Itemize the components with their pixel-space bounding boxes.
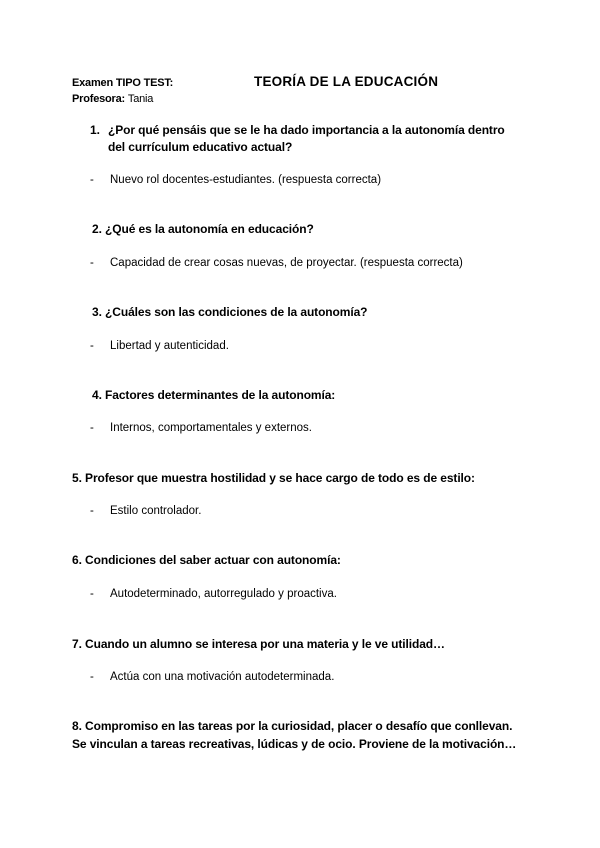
question-1 <box>90 122 505 139</box>
answer-6-bullet: - <box>90 588 94 600</box>
question-8-line1: 8. Compromiso en las tareas por la curiosidad, placer o desafío que conllevan. <box>72 719 513 733</box>
question-8-line2: Se vinculan a tareas recreativas, lúdicas y de ocio. Proviene de la motivación… <box>72 737 517 751</box>
answer-7-text: Actúa con una motivación autodeterminada. <box>110 671 335 683</box>
answer-4 <box>90 420 312 436</box>
answer-3-text: Libertad y autenticidad. <box>110 340 229 352</box>
answer-6-text: Autodeterminado, autorregulado y proactiva. <box>110 588 337 600</box>
teacher-line <box>72 93 153 105</box>
question-6: 6. Condiciones del saber actuar con autonomía: <box>72 553 341 567</box>
question-7: 7. Cuando un alumno se interesa por una materia y le ve utilidad… <box>72 637 445 651</box>
answer-4-bullet: - <box>90 422 94 434</box>
answer-2-bullet: - <box>90 257 94 269</box>
question-1-number: 1. <box>90 123 100 137</box>
answer-5 <box>90 503 201 519</box>
exam-type-label: Examen TIPO TEST: <box>72 77 174 89</box>
answer-2-text: Capacidad de crear cosas nuevas, de proyectar. (respuesta correcta) <box>110 257 463 269</box>
answer-6 <box>90 586 337 602</box>
answer-1-bullet: - <box>90 174 94 186</box>
question-4: 4. Factores determinantes de la autonomía: <box>92 388 336 402</box>
answer-1 <box>90 172 381 188</box>
answer-5-bullet: - <box>90 505 94 517</box>
answer-1-text: Nuevo rol docentes-estudiantes. (respuesta correcta) <box>110 174 382 186</box>
answer-3 <box>90 338 229 354</box>
teacher-name: Tania <box>127 93 154 105</box>
question-3: 3. ¿Cuáles son las condiciones de la autonomía? <box>92 305 368 319</box>
answer-2 <box>90 255 463 271</box>
question-2: 2. ¿Qué es la autonomía en educación? <box>92 222 314 236</box>
answer-7-bullet: - <box>90 671 94 683</box>
question-5: 5. Profesor que muestra hostilidad y se hace cargo de todo es de estilo: <box>72 471 475 485</box>
answer-4-text: Internos, comportamentales y externos. <box>110 422 312 434</box>
answer-5-text: Estilo controlador. <box>110 505 202 517</box>
page-title: TEORÍA DE LA EDUCACIÓN <box>254 74 439 89</box>
question-1-text-line1: ¿Por qué pensáis que se le ha dado importancia a la autonomía dentro <box>108 123 505 137</box>
question-1-text-line2: del currículum educativo actual? <box>108 140 293 154</box>
answer-7 <box>90 669 334 685</box>
answer-3-bullet: - <box>90 340 94 352</box>
teacher-label: Profesora: <box>72 93 126 105</box>
